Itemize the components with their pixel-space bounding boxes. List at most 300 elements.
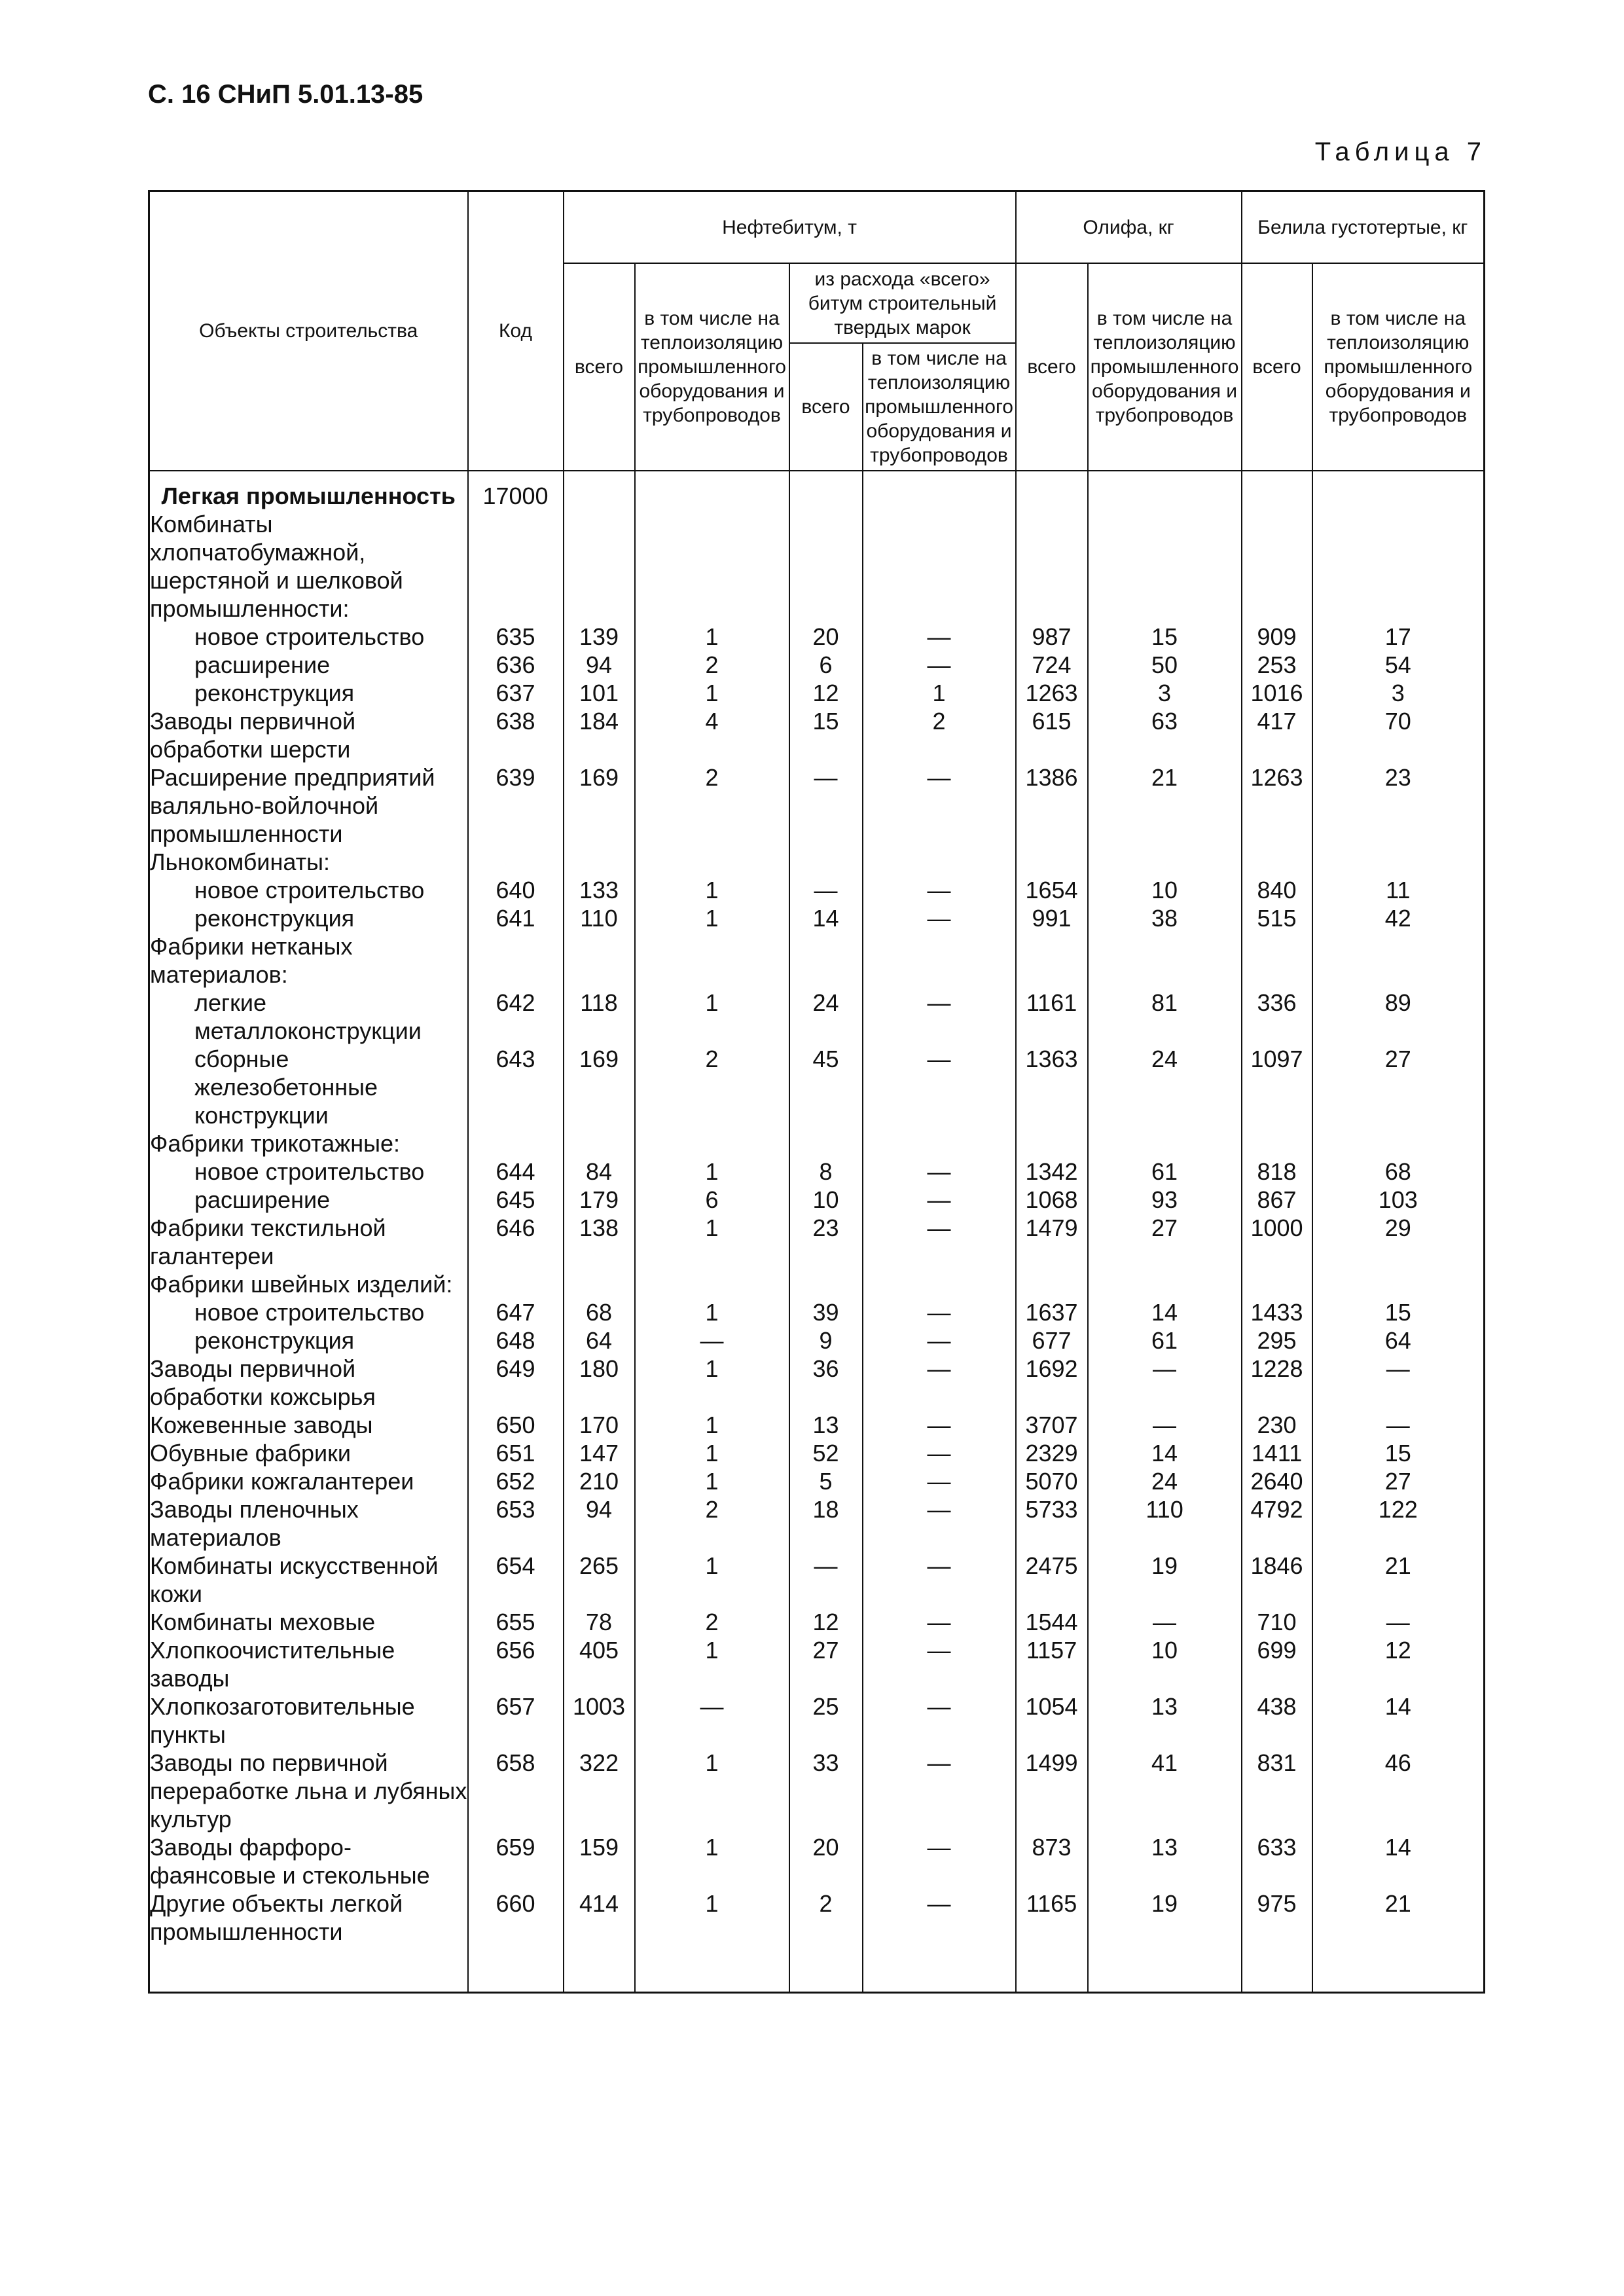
cell-be-incl: 15 [1312,1439,1485,1467]
object-code: 638 [468,707,564,763]
cell-ol-incl: 81 [1088,989,1242,1045]
cell-nb-from-vsego [789,510,863,623]
cell-ol-incl: 3 [1088,679,1242,707]
cell-be-incl: 27 [1312,1045,1485,1129]
cell-be-vsego [1242,1129,1312,1157]
cell-ol-vsego: 1068 [1016,1186,1088,1214]
cell-ol-vsego: 1544 [1016,1608,1088,1636]
object-code: 645 [468,1186,564,1214]
object-code: 644 [468,1157,564,1186]
object-name: реконструкция [149,904,468,932]
cell-ol-incl: 50 [1088,651,1242,679]
cell-be-vsego: 699 [1242,1636,1312,1692]
cell-ol-vsego: 2475 [1016,1552,1088,1608]
cell-be-incl: 17 [1312,623,1485,651]
object-name: Фабрики кожгалантереи [149,1467,468,1495]
cell-be-incl: 122 [1312,1495,1485,1552]
object-name: новое строительство [149,1298,468,1326]
cell-nb-from-vsego: 24 [789,989,863,1045]
cell-ol-incl: — [1088,1355,1242,1411]
cell-be-vsego: 515 [1242,904,1312,932]
materials-table [148,190,1485,1994]
cell-be-incl: 64 [1312,1326,1485,1355]
object-code: 659 [468,1833,564,1889]
cell-be-incl: — [1312,1608,1485,1636]
table-row [149,1692,1485,1749]
cell-ol-vsego: 1692 [1016,1355,1088,1411]
cell-nb-incl: 2 [635,651,789,679]
cell-nb-incl: 1 [635,1552,789,1608]
cell-nb-vsego: 210 [564,1467,635,1495]
object-name: новое строительство [149,1157,468,1186]
cell-nb-from-vsego: 27 [789,1636,863,1692]
object-name: реконструкция [149,679,468,707]
table-row [149,1157,1485,1186]
cell-nb-from-vsego: 20 [789,1833,863,1889]
cell-nb-from-vsego: 39 [789,1298,863,1326]
object-name: Заводы фарфоро-фаянсовые и стекольные [149,1833,468,1889]
cell-be-incl: 21 [1312,1552,1485,1608]
cell-nb-incl: — [635,1326,789,1355]
cell-nb-from-vsego: — [789,763,863,848]
cell-ol-incl: 19 [1088,1552,1242,1608]
cell-nb-from-incl: — [863,763,1016,848]
cell-nb-incl: 1 [635,1889,789,1946]
table-row [149,1833,1485,1889]
cell-ol-vsego: 1637 [1016,1298,1088,1326]
cell-be-incl: 46 [1312,1749,1485,1833]
cell-be-incl: 12 [1312,1636,1485,1692]
cell-nb-from-vsego: 15 [789,707,863,763]
cell-be-vsego: 1263 [1242,763,1312,848]
header-nb-from-vsego: всего [789,343,863,471]
cell-be-vsego: 633 [1242,1833,1312,1889]
cell-be-incl: 103 [1312,1186,1485,1214]
cell-nb-vsego [564,1270,635,1298]
cell-ol-vsego [1016,932,1088,989]
table-row [149,679,1485,707]
cell-nb-incl [635,510,789,623]
cell-be-vsego: 818 [1242,1157,1312,1186]
cell-ol-incl: 14 [1088,1298,1242,1326]
object-name: Хлопкозаготовительные пункты [149,1692,468,1749]
cell-nb-incl: 1 [635,1467,789,1495]
cell-ol-vsego: 677 [1016,1326,1088,1355]
cell-nb-from-incl: — [863,1833,1016,1889]
cell-nb-incl: 1 [635,904,789,932]
cell-nb-from-vsego [789,848,863,876]
cell-ol-vsego: 615 [1016,707,1088,763]
table-row [149,1214,1485,1270]
header-olifa: Олифа, кг [1016,191,1242,264]
cell-nb-vsego: 170 [564,1411,635,1439]
cell-nb-from-vsego: 9 [789,1326,863,1355]
cell-ol-incl [1088,932,1242,989]
cell-be-incl: 42 [1312,904,1485,932]
cell-ol-vsego: 1386 [1016,763,1088,848]
object-name: Заводы первичной обработки кожсырья [149,1355,468,1411]
object-name: Заводы по первичной переработке льна и лубяных культур [150,1749,467,1832]
object-name: новое строительство [149,623,468,651]
cell-nb-vsego: 139 [564,623,635,651]
cell-ol-vsego: 873 [1016,1833,1088,1889]
cell-nb-from-incl: — [863,1467,1016,1495]
cell-nb-from-incl: — [863,1186,1016,1214]
section-code: 17000 [468,471,564,510]
object-name: Комбинаты хлопчатобумажной, шерстяной и шелковой промышленности: [149,510,468,623]
cell-be-vsego: 1433 [1242,1298,1312,1326]
object-code [468,932,564,989]
cell-nb-from-incl: — [863,1298,1016,1326]
cell-nb-from-incl [863,510,1016,623]
table-row [149,876,1485,904]
cell-nb-incl: 1 [635,1636,789,1692]
cell-be-vsego: 975 [1242,1889,1312,1946]
cell-nb-incl: 1 [635,1833,789,1889]
header-nb-vsego: всего [564,263,635,471]
cell-nb-incl: 2 [635,763,789,848]
object-code: 636 [468,651,564,679]
cell-nb-incl [635,1270,789,1298]
cell-ol-incl [1088,848,1242,876]
cell-ol-incl: 10 [1088,876,1242,904]
cell-nb-from-vsego: 8 [789,1157,863,1186]
cell-nb-vsego: 133 [564,876,635,904]
object-code: 646 [468,1214,564,1270]
object-name: Фабрики трикотажные: [149,1129,468,1157]
cell-be-incl [1312,848,1485,876]
cell-be-vsego [1242,1270,1312,1298]
cell-be-incl: 15 [1312,1298,1485,1326]
cell-ol-incl: 13 [1088,1833,1242,1889]
object-name: Фабрики швейных изделий: [149,1270,468,1298]
cell-nb-from-vsego: 12 [789,679,863,707]
cell-ol-incl: — [1088,1411,1242,1439]
cell-ol-vsego [1016,510,1088,623]
cell-nb-vsego: 184 [564,707,635,763]
cell-nb-from-vsego: — [789,876,863,904]
cell-ol-incl [1088,1270,1242,1298]
cell-be-vsego: 1846 [1242,1552,1312,1608]
cell-nb-from-incl [863,1129,1016,1157]
header-neftebitum: Нефтебитум, т [564,191,1016,264]
object-code [468,1129,564,1157]
cell-ol-incl: — [1088,1608,1242,1636]
cell-ol-vsego: 1054 [1016,1692,1088,1749]
cell-be-vsego [1242,932,1312,989]
cell-nb-incl: 4 [635,707,789,763]
table-row [149,1439,1485,1467]
cell-ol-vsego: 3707 [1016,1411,1088,1439]
cell-be-incl [1312,1129,1485,1157]
cell-ol-incl: 61 [1088,1326,1242,1355]
cell-nb-vsego: 265 [564,1552,635,1608]
cell-ol-incl: 61 [1088,1157,1242,1186]
cell-nb-vsego: 84 [564,1157,635,1186]
table-row [149,1495,1485,1552]
header-be-incl: в том числе на теплоизоляцию промышленного оборудования и трубопроводов [1312,263,1485,471]
cell-ol-vsego: 724 [1016,651,1088,679]
cell-ol-incl: 10 [1088,1636,1242,1692]
cell-nb-from-vsego: 25 [789,1692,863,1749]
cell-ol-vsego: 2329 [1016,1439,1088,1467]
cell-nb-from-incl: — [863,904,1016,932]
cell-nb-incl [635,848,789,876]
cell-ol-incl: 14 [1088,1439,1242,1467]
cell-ol-vsego: 991 [1016,904,1088,932]
table-row [149,989,1485,1045]
cell-be-vsego: 1228 [1242,1355,1312,1411]
object-code: 654 [468,1552,564,1608]
table-row [149,1045,1485,1129]
object-name: Комбинаты искусственной кожи [149,1552,468,1608]
cell-nb-vsego [564,510,635,623]
cell-ol-vsego: 1363 [1016,1045,1088,1129]
cell-ol-vsego: 1654 [1016,876,1088,904]
header-ol-vsego: всего [1016,263,1088,471]
header-code: Код [468,191,564,471]
table-caption: Таблица 7 [1314,137,1487,166]
table-row [149,763,1485,848]
cell-ol-vsego: 1499 [1016,1749,1088,1833]
cell-nb-incl: 1 [635,1214,789,1270]
section-title: Легкая промышленность [149,471,468,510]
object-name: расширение [149,1186,468,1214]
cell-be-incl [1312,932,1485,989]
cell-nb-vsego: 118 [564,989,635,1045]
object-code: 656 [468,1636,564,1692]
cell-be-vsego: 336 [1242,989,1312,1045]
cell-nb-from-vsego: 10 [789,1186,863,1214]
cell-nb-vsego: 68 [564,1298,635,1326]
cell-nb-from-vsego: 33 [789,1749,863,1833]
cell-nb-vsego: 64 [564,1326,635,1355]
cell-be-incl [1312,1270,1485,1298]
table-body [149,471,1485,1993]
cell-nb-from-incl: — [863,1157,1016,1186]
object-name: Комбинаты меховые [149,1608,468,1636]
cell-be-vsego: 4792 [1242,1495,1312,1552]
cell-be-vsego: 1097 [1242,1045,1312,1129]
cell-be-vsego: 438 [1242,1692,1312,1749]
cell-ol-incl: 24 [1088,1467,1242,1495]
cell-nb-from-incl: — [863,1439,1016,1467]
object-name: Кожевенные заводы [149,1411,468,1439]
table-row [149,651,1485,679]
cell-ol-vsego: 1161 [1016,989,1088,1045]
cell-ol-vsego: 1479 [1016,1214,1088,1270]
cell-ol-vsego [1016,848,1088,876]
cell-be-incl: 11 [1312,876,1485,904]
cell-nb-from-incl: 1 [863,679,1016,707]
header-nb-from-incl: в том числе на теплоизоляцию промышленного оборудования и трубопроводов [863,343,1016,471]
cell-nb-vsego: 1003 [564,1692,635,1749]
table-row [149,1636,1485,1692]
object-code: 635 [468,623,564,651]
cell-nb-incl: 1 [635,1439,789,1467]
cell-ol-vsego: 1263 [1016,679,1088,707]
object-name: Обувные фабрики [149,1439,468,1467]
cell-nb-vsego: 110 [564,904,635,932]
table-row [149,1608,1485,1636]
cell-be-vsego: 867 [1242,1186,1312,1214]
section-row [149,471,1485,510]
cell-nb-from-vsego: 13 [789,1411,863,1439]
cell-nb-from-incl [863,848,1016,876]
cell-be-incl: 3 [1312,679,1485,707]
cell-nb-incl: 1 [635,1298,789,1326]
cell-nb-vsego: 169 [564,1045,635,1129]
cell-ol-vsego: 5070 [1016,1467,1088,1495]
cell-ol-incl [1088,510,1242,623]
cell-be-incl: 89 [1312,989,1485,1045]
cell-be-vsego: 1000 [1242,1214,1312,1270]
object-code [468,510,564,623]
object-name: Другие объекты легкой промышленности [149,1889,468,1946]
cell-be-vsego [1242,848,1312,876]
table-row [149,1270,1485,1298]
object-name: Хлопкоочистительные заводы [149,1636,468,1692]
cell-nb-vsego: 101 [564,679,635,707]
cell-nb-from-incl [863,1270,1016,1298]
cell-nb-from-vsego: 14 [789,904,863,932]
cell-nb-vsego: 78 [564,1608,635,1636]
cell-ol-incl: 38 [1088,904,1242,932]
object-code: 655 [468,1608,564,1636]
object-code: 641 [468,904,564,932]
header-be-vsego: всего [1242,263,1312,471]
cell-ol-incl: 21 [1088,763,1242,848]
cell-be-incl: 14 [1312,1692,1485,1749]
header-belila: Белила густотертые, кг [1242,191,1485,264]
cell-nb-from-incl: — [863,1411,1016,1439]
object-code: 650 [468,1411,564,1439]
cell-ol-vsego: 987 [1016,623,1088,651]
cell-be-vsego: 831 [1242,1749,1312,1833]
cell-nb-from-vsego [789,1129,863,1157]
cell-nb-from-incl: — [863,989,1016,1045]
cell-ol-incl: 110 [1088,1495,1242,1552]
cell-nb-incl: 1 [635,989,789,1045]
cell-ol-incl: 63 [1088,707,1242,763]
table-row [149,1129,1485,1157]
object-name: сборные железобетонные конструкции [149,1045,468,1129]
cell-nb-vsego: 159 [564,1833,635,1889]
cell-nb-incl: 2 [635,1045,789,1129]
object-name: Заводы первичной обработки шерсти [149,707,468,763]
cell-nb-from-vsego: 20 [789,623,863,651]
cell-nb-incl [635,1129,789,1157]
object-code: 660 [468,1889,564,1946]
table-row [149,932,1485,989]
cell-nb-from-incl: — [863,1214,1016,1270]
cell-nb-from-incl: — [863,1692,1016,1749]
cell-nb-incl: 2 [635,1608,789,1636]
table-row [149,1552,1485,1608]
cell-nb-from-vsego: 52 [789,1439,863,1467]
table-row [149,848,1485,876]
cell-be-vsego: 295 [1242,1326,1312,1355]
header-objects: Объекты строительства [149,191,468,471]
cell-nb-vsego [564,932,635,989]
cell-be-vsego: 909 [1242,623,1312,651]
object-name: Льнокомбинаты: [149,848,468,876]
cell-be-vsego: 417 [1242,707,1312,763]
cell-nb-incl: 6 [635,1186,789,1214]
cell-nb-vsego: 405 [564,1636,635,1692]
cell-be-vsego: 2640 [1242,1467,1312,1495]
object-name: Заводы пленочных материалов [149,1495,468,1552]
object-name: реконструкция [149,1326,468,1355]
table-row [149,1749,1485,1833]
cell-ol-vsego [1016,1129,1088,1157]
cell-ol-vsego: 1157 [1016,1636,1088,1692]
table-row [149,1355,1485,1411]
cell-ol-incl: 41 [1088,1749,1242,1833]
cell-nb-from-vsego: 23 [789,1214,863,1270]
cell-nb-vsego: 179 [564,1186,635,1214]
object-code: 647 [468,1298,564,1326]
cell-ol-incl: 13 [1088,1692,1242,1749]
cell-nb-vsego: 322 [564,1749,635,1833]
object-code: 653 [468,1495,564,1552]
object-code [468,1270,564,1298]
cell-ol-vsego [1016,1270,1088,1298]
cell-nb-vsego: 147 [564,1439,635,1467]
object-code: 658 [468,1749,564,1833]
header-nb-from: из расхода «всего» битум строительный твердых марок [789,263,1016,343]
cell-nb-from-incl: — [863,623,1016,651]
object-name: Расширение предприятий валяльно-войлочной промышленности [149,763,468,848]
cell-ol-vsego: 1165 [1016,1889,1088,1946]
cell-nb-from-incl: — [863,1326,1016,1355]
page-header: С. 16 СНиП 5.01.13-85 [148,80,424,109]
cell-nb-vsego [564,1129,635,1157]
table-row [149,1186,1485,1214]
cell-be-incl: 29 [1312,1214,1485,1270]
cell-nb-from-incl: — [863,1608,1016,1636]
cell-be-incl: — [1312,1355,1485,1411]
cell-nb-from-incl [863,932,1016,989]
table-row [149,904,1485,932]
cell-be-incl: 70 [1312,707,1485,763]
object-code: 642 [468,989,564,1045]
cell-be-incl: 14 [1312,1833,1485,1889]
object-name: Фабрики текстильной галантереи [149,1214,468,1270]
table-row [149,1467,1485,1495]
cell-ol-incl: 93 [1088,1186,1242,1214]
cell-nb-from-vsego: 45 [789,1045,863,1129]
object-code: 639 [468,763,564,848]
table-tail-spacer [149,1946,1485,1993]
cell-ol-incl: 19 [1088,1889,1242,1946]
cell-nb-from-vsego: 18 [789,1495,863,1552]
cell-nb-vsego [564,848,635,876]
cell-be-incl: 68 [1312,1157,1485,1186]
cell-be-incl: 21 [1312,1889,1485,1946]
object-name: расширение [149,651,468,679]
table-row [149,707,1485,763]
object-code: 648 [468,1326,564,1355]
table-row [149,510,1485,623]
object-code: 652 [468,1467,564,1495]
cell-be-incl: 27 [1312,1467,1485,1495]
cell-nb-from-vsego: 5 [789,1467,863,1495]
cell-nb-from-incl: — [863,1749,1016,1833]
cell-nb-incl: 1 [635,679,789,707]
cell-nb-from-vsego: 12 [789,1608,863,1636]
cell-ol-incl: 27 [1088,1214,1242,1270]
